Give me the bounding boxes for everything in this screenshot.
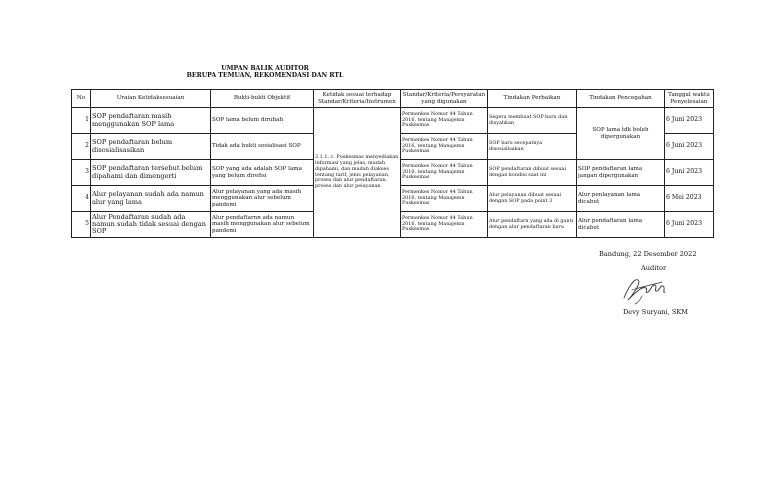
uraian-cell: Alur Pendaftaran sudah ada namun sudah tidak sesuai dengan SOP <box>91 212 211 238</box>
col-header-no: No <box>72 90 91 108</box>
tanggal-cell: 6 Mei 2023 <box>665 186 714 212</box>
uraian-cell: SOP pendaftaran belum disosialisasikan <box>91 134 211 160</box>
tanggal-cell: 6 Juni 2023 <box>665 160 714 186</box>
perbaikan-cell: Alur pelayanan dibuat sesuai dengan SOP pada point 3 <box>488 186 577 212</box>
row-number: 4 <box>72 186 91 212</box>
row-number: 3 <box>72 160 91 186</box>
row-number: 2 <box>72 134 91 160</box>
handwritten-signature <box>618 270 670 306</box>
col-header-perbaikan: Tindakan Perbaikan <box>488 90 577 108</box>
pencegahan-cell: SOP pendaftaran lama jangan dipergunakan <box>577 160 665 186</box>
bukti-cell: SOP lama belum diruhah <box>211 108 314 134</box>
standar-cell: Permenkes Nomor 44 Tahun 2016, tentang Manajemn Puskesmas <box>401 212 488 238</box>
bukti-cell: Alur pendaftarnn ada namun masih menggunakan alur sebelum pandemi <box>211 212 314 238</box>
document-title: UMPAN BALIK AUDITOR <box>221 65 309 72</box>
standar-cell: Permenkes Nomor 44 Tahun 2016, tentang Manajemn Puskesmas <box>401 108 488 134</box>
uraian-cell: SOP pendaftaran masih menggunakan SOP lama <box>91 108 211 134</box>
perbaikan-cell: Segera membuat SOP baru dan disyahkan <box>488 108 577 134</box>
perbaikan-cell: SOP pendaftaran dibuat sesuai dengan kondisi saat ini <box>488 160 577 186</box>
table-header-row <box>72 90 714 108</box>
audit-findings-table <box>71 89 714 238</box>
row-number: 5 <box>72 212 91 238</box>
uraian-cell: Alur pelayanan sudah ada namun alur yang lama <box>91 186 211 212</box>
col-header-standar: Standar/Kriteria/Persyaratan yang digunakan <box>401 90 488 108</box>
col-header-kriteria: Ketidak sesuai terhadap Standar/Kriteria/Instrumen <box>314 90 401 108</box>
perbaikan-cell: Alur pendaftarn yang ada di ganti dengan alur pendaftaran baru <box>488 212 577 238</box>
signature-role: Auditor <box>641 264 667 272</box>
col-header-bukti: Bukti-bukti Objektif <box>211 90 314 108</box>
uraian-cell: SOP pendaftaran tersebut belum dipahami dan dimengerti <box>91 160 211 186</box>
tanggal-cell: 6 Juni 2023 <box>665 212 714 238</box>
bukti-cell: Tidak ada bukti sosialisasi SOP <box>211 134 314 160</box>
row-number: 1 <box>72 108 91 134</box>
auditor-name: Devy Suryani, SKM <box>623 308 689 316</box>
tanggal-cell: 6 Juni 2023 <box>665 134 714 160</box>
bukti-cell: Alur pelayanan yang ada masih menggunakan alur sebelum pandemi <box>211 186 314 212</box>
pencegahan-cell: Alur pendaftaran lama dicabut <box>577 212 665 238</box>
standar-cell: Permenkes Nomor 44 Tahun 2016, tentang Manajemn Puskesmas <box>401 160 488 186</box>
standar-cell: Permenkes Nomor 44 Tahun 2016, tentang Manajemn Puskesmas <box>401 186 488 212</box>
col-header-pencegahan: Tindakan Pencegahan <box>577 90 665 108</box>
standar-cell: Permenkes Nomor 44 Tahun 2016, tentang Manajemn Puskesmas <box>401 134 488 160</box>
pencegahan-cell: SOP lama tdk boleh dipergunakan <box>577 108 665 160</box>
criteria-cell: 3.1.1. c. Puskesmas menyediakan informasi yang jelas, mudah dipahami, dan mudah diakses tentang tarif, jenis pelayanan, proses dan alur pendaftaran, proses dan alur pelayanan <box>314 108 401 238</box>
table-row <box>72 108 714 134</box>
tanggal-cell: 6 Juni 2023 <box>665 108 714 134</box>
signature-place-date: Bandung, 22 Desember 2022 <box>599 250 697 258</box>
col-header-tanggal: Tanggal waktu Penyelesaian <box>665 90 714 108</box>
col-header-uraian: Uraian Ketidaksesuaian <box>91 90 211 108</box>
perbaikan-cell: SOP baru secepatnya disosialisakan <box>488 134 577 160</box>
pencegahan-cell: Alur penlayanan lama dicabut <box>577 186 665 212</box>
bukti-cell: SOP yang ada adalah SOP lama yang belum direfisi <box>211 160 314 186</box>
document-subtitle: BERUPA TEMUAN, REKOMENDASI DAN RTL <box>186 72 344 79</box>
